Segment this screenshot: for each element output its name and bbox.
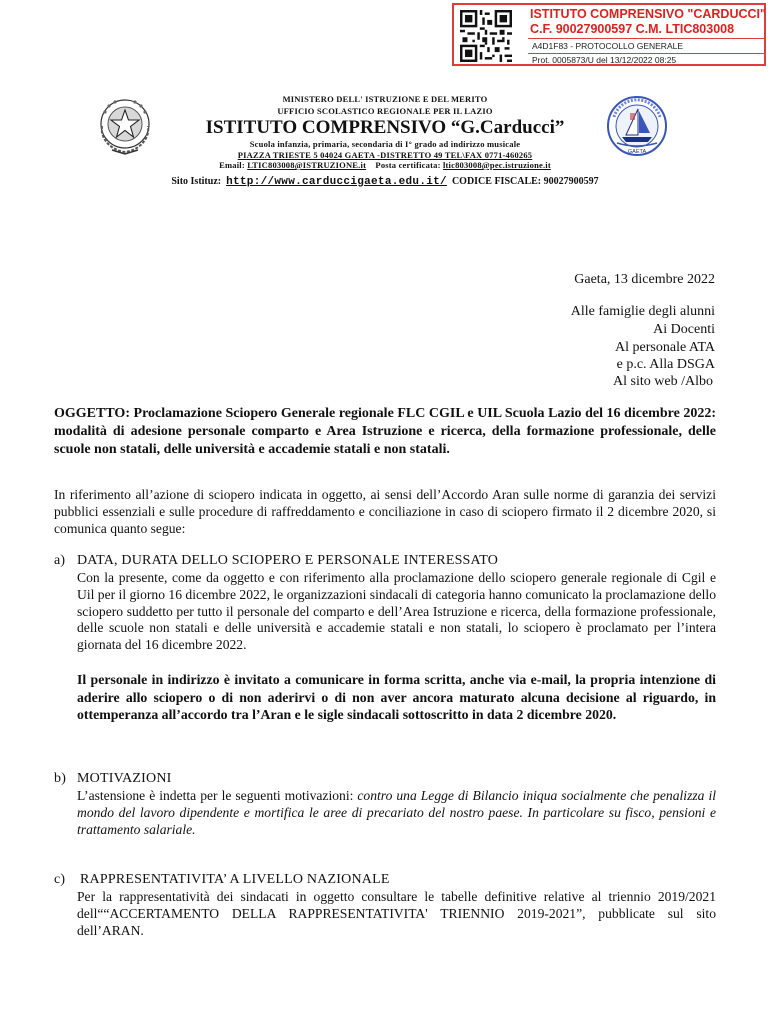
- stamp-registry: A4D1F83 - PROTOCOLLO GENERALE: [532, 41, 684, 51]
- protocol-stamp: [452, 3, 766, 66]
- letter-date: Gaeta, 13 dicembre 2022: [574, 272, 715, 287]
- stamp-divider: [528, 38, 764, 39]
- pec-link[interactable]: ltic803008@pec.istruzione.it: [442, 160, 551, 170]
- section-a-notice: Il personale in indirizzo è invitato a comunicare in forma scritta, anche via e-mail, la propria intenzione di aderire allo sciopero o di non aderirvi o di non aver ancora maturato alcuna decisione al riguardo, in ottemperanza all’accordo tra l’Aran e le sigle sindacali sottoscritto in data 2 dicembre 2020.: [77, 672, 716, 723]
- section-b-reasons: contro una Legge di Bilancio iniqua socialmente che penalizza il mondo del lavoro dipendente e mortifica le aree di precariato del nostro paese. In particolare su fisco, pensioni e trattamento salariale.: [77, 788, 716, 837]
- recipient-line: Al sito web /Albo: [613, 374, 713, 389]
- section-c-text: Per la rappresentatività dei sindacati in oggetto consultare le tabelle definitive relative al triennio 2019/2021 dell““ACCERTAMENTO DELLA RAPPRESENTATIVITA' TRIENNIO 2019-2021”, pubblicate sul sito dell’ARAN.: [77, 889, 716, 938]
- section-b-heading: MOTIVAZIONI: [77, 771, 172, 786]
- section-b-lead: L’astensione è indetta per le seguenti motivazioni:: [77, 788, 358, 803]
- school-address: PIAZZA TRIESTE 5 04024 GAETA -DISTRETTO 49 TEL\FAX 0771-460265: [237, 150, 533, 160]
- ministry-name: MINISTERO DELL' ISTRUZIONE E DEL MERITO: [282, 94, 488, 104]
- school-subtitle: Scuola infanzia, primaria, secondaria di I° grado ad indirizzo musicale: [249, 139, 521, 149]
- stamp-divider: [528, 53, 764, 54]
- email-link[interactable]: LTIC803008@ISTRUZIONE.it: [247, 160, 367, 170]
- recipient-line: Alle famiglie degli alunni: [570, 304, 715, 319]
- section-a-letter: a): [54, 553, 66, 568]
- section-c-heading: RAPPRESENTATIVITA’ A LIVELLO NAZIONALE: [80, 872, 390, 887]
- recipient-line: Al personale ATA: [615, 340, 715, 355]
- site-line: [0, 176, 770, 188]
- pec-label: Posta certificata:: [375, 160, 441, 170]
- qr-code-icon: [460, 10, 512, 62]
- section-c-letter: c): [54, 872, 66, 887]
- section-a-text: Con la presente, come da oggetto e con riferimento alla proclamazione dello sciopero generale regionale di Cgil e Uil per il giorno 16 dicembre 2022, le organizzazioni sindacali di categoria hanno comunicato la proclamazione dello sciopero suddetto per tutto il personale del comparto e dell’Area Istruzione e ricerca, della formazione professionale, delle scuole non statali e delle università e accademie statali e non statali, lo sciopero è proclamato per l’intera giornata del 16 dicembre 2022.: [77, 570, 716, 653]
- section-b-letter: b): [54, 771, 67, 786]
- recipient-line: Ai Docenti: [653, 322, 715, 337]
- site-label: Sito Istituz:: [171, 176, 222, 187]
- tax-code: CODICE FISCALE: 90027900597: [451, 176, 599, 187]
- section-b-text: [77, 788, 716, 838]
- website-link[interactable]: http://www.carduccigaeta.edu.it/: [226, 176, 447, 188]
- school-logo-caption: GAETA: [627, 149, 647, 155]
- intro-paragraph: In riferimento all’azione di sciopero indicata in oggetto, ai sensi dell’Accordo Aran sulle norme di garanzia dei servizi pubblici essenziali e sulle procedure di raffreddamento e conciliazione in caso di sciopero firmato il 2 dicembre 2020, si comunica quanto segue:: [54, 487, 716, 536]
- school-title: ISTITUTO COMPRENSIVO “G.Carducci”: [205, 117, 565, 138]
- email-label: Email:: [219, 160, 245, 170]
- subject-heading: OGGETTO: Proclamazione Sciopero Generale regionale FLC CGIL e UIL Scuola Lazio del 16 dicembre 2022: modalità di adesione personale comparto e Area Istruzione e ricerca, della formazione professionale, delle scuole non statali, delle università e accademie statali e non statali.: [54, 406, 716, 457]
- stamp-protocol: Prot. 0005873/U del 13/12/2022 08:25: [532, 55, 677, 65]
- contact-line: [0, 160, 770, 170]
- section-a-heading: DATA, DURATA DELLO SCIOPERO E PERSONALE INTERESSATO: [77, 553, 499, 568]
- stamp-school: ISTITUTO COMPRENSIVO "CARDUCCI": [530, 7, 766, 21]
- regional-office: UFFICIO SCOLASTICO REGIONALE PER IL LAZIO: [277, 106, 493, 116]
- recipient-line: e p.c. Alla DSGA: [616, 357, 715, 372]
- stamp-codes: C.F. 90027900597 C.M. LTIC803008: [530, 22, 735, 36]
